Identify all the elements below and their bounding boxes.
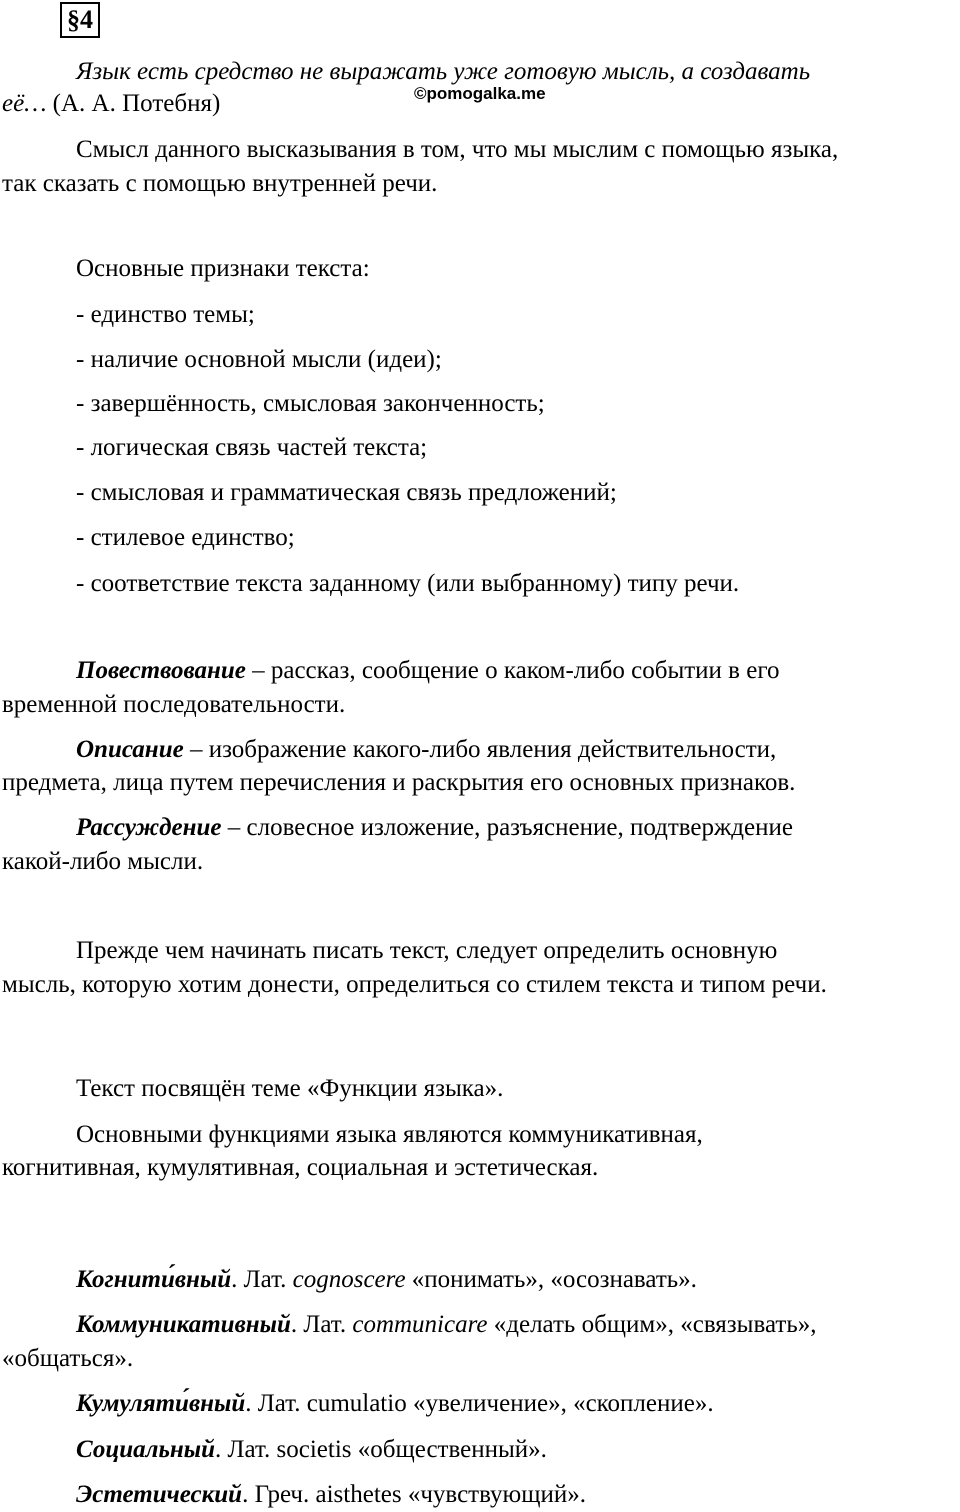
etymology-social: [76, 1433, 547, 1467]
type-reasoning-line-1: [76, 811, 793, 845]
etymology-lang: . Греч.: [242, 1481, 316, 1508]
etymology-lang: . Лат.: [290, 1311, 353, 1338]
features-title: Основные признаки текста:: [76, 255, 370, 282]
type-narration-line-2: временной последовательности.: [2, 691, 346, 718]
definition-text: – изображение какого-либо явления действительности,: [183, 736, 777, 763]
quote-line-1: Язык есть средство не выражать уже готовую мысль, а создавать: [76, 58, 811, 85]
term-reasoning: Рассуждение: [76, 814, 222, 841]
etymology-communicative: [76, 1308, 816, 1342]
etymology-meaning: «увеличение», «скопление».: [406, 1390, 714, 1417]
etymology-word: aisthetes: [315, 1481, 402, 1508]
etymology-cognitive: [76, 1263, 697, 1297]
quote-ending: её…: [2, 90, 47, 117]
topic-line: Текст посвящён теме «Функции языка».: [76, 1075, 504, 1102]
etymology-word: societis: [276, 1436, 352, 1463]
type-reasoning-line-2: какой-либо мысли.: [2, 848, 204, 875]
quote-author: (А. А. Потебня): [46, 90, 221, 117]
definition-text: – словесное изложение, разъяснение, подтверждение: [221, 814, 793, 841]
etymology-term: Когнити́вный: [76, 1266, 232, 1293]
type-description-line-1: [76, 733, 776, 767]
feature-item: - завершённость, смысловая законченность;: [76, 390, 545, 417]
feature-item: - смысловая и грамматическая связь предложений;: [76, 479, 617, 506]
quote-line-2: [2, 87, 220, 121]
etymology-meaning: «делать общим», «связывать»,: [487, 1311, 817, 1338]
feature-item: - стилевое единство;: [76, 524, 295, 551]
etymology-word: cumulatio: [306, 1390, 407, 1417]
advice-line-2: мысль, которую хотим донести, определиться со стилем текста и типом речи.: [2, 971, 827, 998]
section-number-badge: §4: [60, 2, 100, 38]
type-narration-line-1: [76, 654, 779, 688]
watermark: ©pomogalka.me: [414, 84, 546, 103]
term-description: Описание: [76, 736, 184, 763]
etymology-term: Кумуляти́вный: [76, 1390, 246, 1417]
etymology-term: Социальный: [76, 1436, 216, 1463]
etymology-meaning: «понимать», «осознавать».: [405, 1266, 697, 1293]
etymology-meaning: «чувствующий».: [401, 1481, 586, 1508]
definition-text: – рассказ, сообщение о каком-либо событии в его: [245, 657, 780, 684]
etymology-lang: . Лат.: [215, 1436, 277, 1463]
etymology-term: Эстетический: [76, 1481, 243, 1508]
functions-line-1: Основными функциями языка являются коммуникативная,: [76, 1121, 703, 1148]
etymology-aesthetic: [76, 1478, 586, 1512]
etymology-word: cognoscere: [292, 1266, 406, 1293]
etymology-cumulative: [76, 1387, 714, 1421]
type-description-line-2: предмета, лица путем перечисления и раскрытия его основных признаков.: [2, 769, 796, 796]
etymology-lang: . Лат.: [231, 1266, 293, 1293]
functions-line-2: когнитивная, кумулятивная, социальная и эстетическая.: [2, 1154, 599, 1181]
etymology-meaning: «общественный».: [351, 1436, 547, 1463]
term-narration: Повествование: [76, 657, 246, 684]
advice-line-1: Прежде чем начинать писать текст, следует определить основную: [76, 937, 778, 964]
meaning-line-1: Смысл данного высказывания в том, что мы мыслим с помощью языка,: [76, 136, 839, 163]
etymology-lang: . Лат.: [245, 1390, 307, 1417]
etymology-term: Коммуникативный: [76, 1311, 291, 1338]
feature-item: - наличие основной мысли (идеи);: [76, 346, 442, 373]
feature-item: - логическая связь частей текста;: [76, 434, 428, 461]
etymology-communicative-line-2: «общаться».: [2, 1345, 134, 1372]
feature-item: - единство темы;: [76, 301, 255, 328]
etymology-word: communicare: [352, 1311, 488, 1338]
meaning-line-2: так сказать с помощью внутренней речи.: [2, 170, 438, 197]
feature-item: - соответствие текста заданному (или выбранному) типу речи.: [76, 570, 740, 597]
